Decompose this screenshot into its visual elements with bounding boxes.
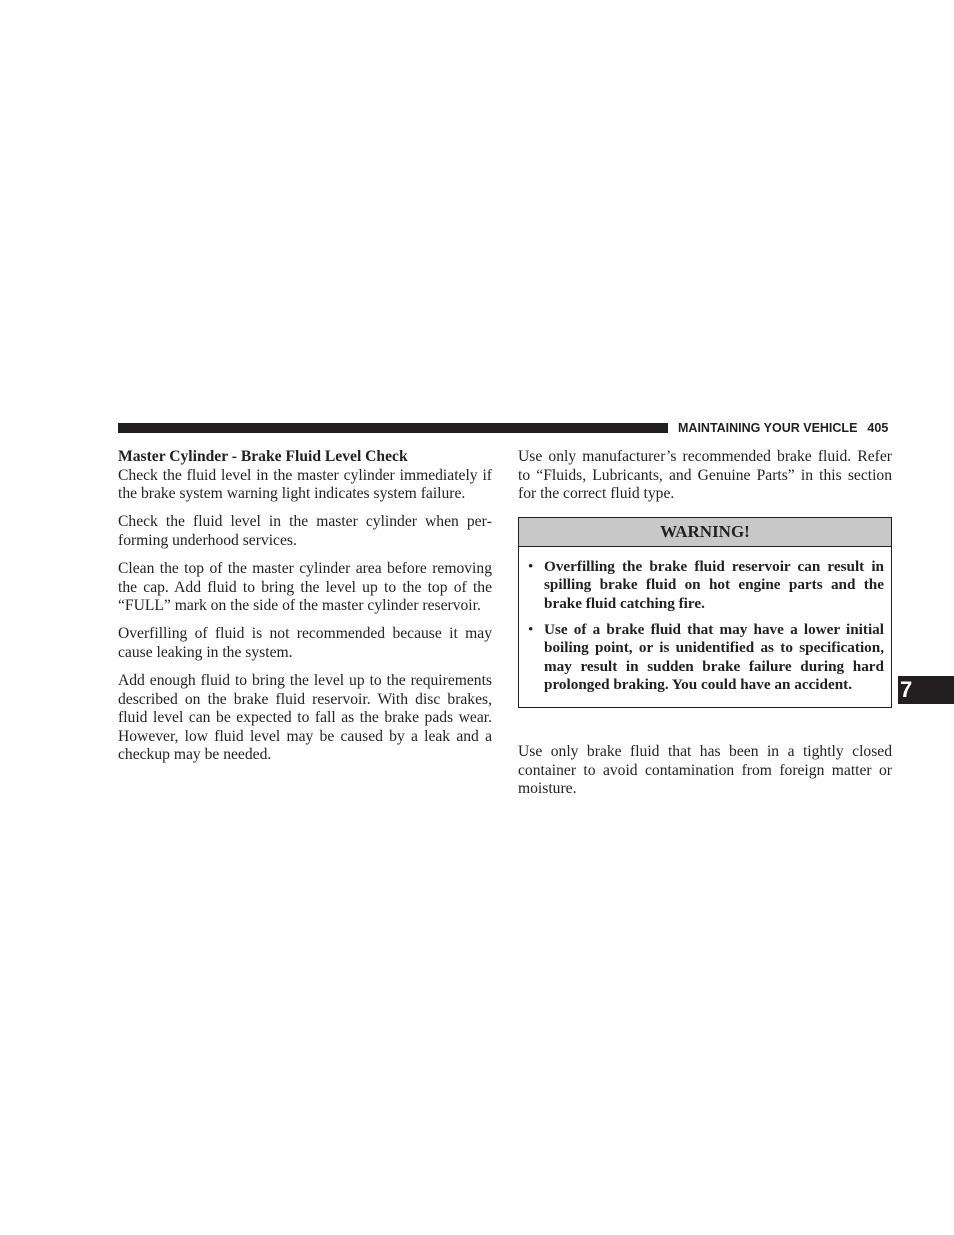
paragraph: Use only brake fluid that has been in a tightly closed container to avoid contamination from foreign matter or moisture.: [518, 742, 892, 798]
warning-item: [526, 621, 884, 695]
paragraph: Check the fluid level in the master cylinder when performing underhood services.: [118, 513, 492, 549]
warning-title: WARNING!: [519, 518, 891, 547]
section-title: MAINTAINING YOUR VEHICLE: [678, 421, 858, 435]
running-header: [678, 420, 892, 436]
paragraph: Overfilling of fluid is not recommended because it may cause leaking in the system.: [118, 625, 492, 661]
chapter-tab: 7: [898, 676, 954, 704]
paragraph: Clean the top of the master cylinder area before removing the cap. Add fluid to bring the level up to the top of the “FULL” mark on the side of the master cylinder reservoir.: [118, 559, 492, 615]
warning-item: [526, 558, 884, 614]
page-number: 405: [867, 421, 889, 435]
section-heading: Master Cylinder - Brake Fluid Level Check: [118, 448, 408, 465]
paragraph: Check the fluid level in the master cylinder immediately if the brake system warning light indicates system failure.: [118, 466, 492, 503]
paragraph: Use only manufacturer’s recommended brake fluid. Refer to “Fluids, Lubricants, and Genuine Parts” in this section for the correct fluid type.: [518, 448, 892, 503]
warning-box: [518, 517, 892, 708]
left-column: [118, 448, 492, 774]
warning-item-text: Use of a brake fluid that may have a lower initial boiling point, or is unidentified as to specification, may result in sudden brake failure during hard prolonged braking. You could have an accident.: [544, 620, 884, 694]
header-rule: [118, 423, 668, 433]
bullet-icon: •: [528, 557, 534, 575]
bullet-icon: •: [528, 620, 534, 638]
paragraph: Add enough fluid to bring the level up to the requirements described on the brake fluid reservoir. With disc brakes, fluid level can be expected to fall as the brake pads wear. However, low fluid level may be caused by a leak and a checkup may be needed.: [118, 671, 492, 764]
warning-list: [519, 547, 891, 707]
warning-item-text: Overfilling the brake fluid reservoir can result in spilling brake fluid on hot engine parts and the brake fluid catching fire.: [544, 557, 884, 612]
right-column: [518, 448, 892, 808]
